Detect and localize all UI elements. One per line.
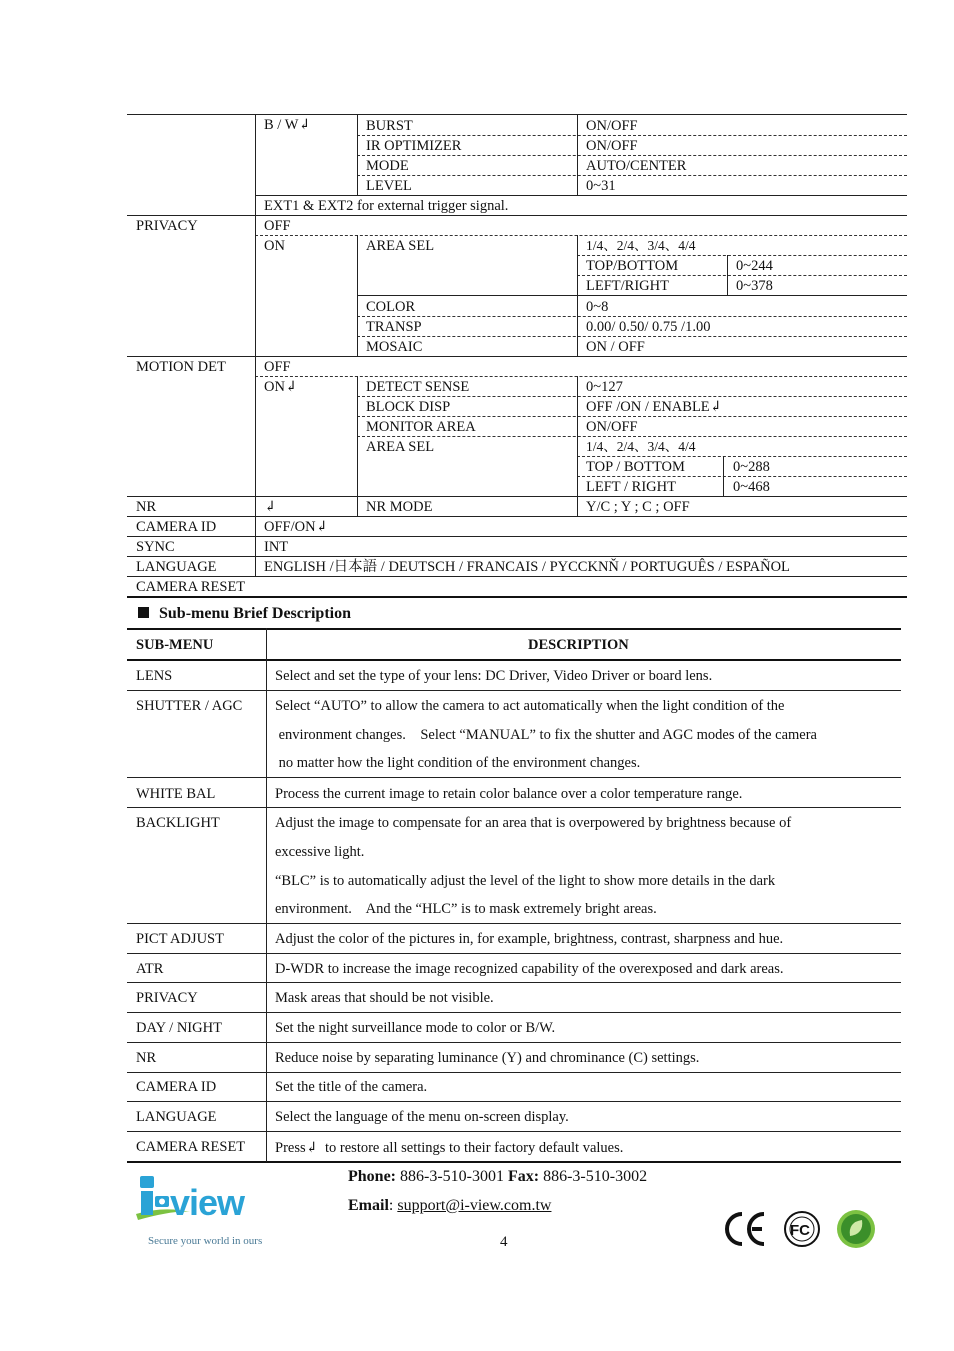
privacy-area-sel-label: AREA SEL — [366, 238, 435, 254]
sync-value: INT — [264, 539, 289, 555]
row-backlight-desc-1: Adjust the image to compensate for an area that is overpowered by brightness because of — [275, 815, 792, 831]
monitor-area-label: MONITOR AREA — [366, 419, 476, 435]
row-camera-id-desc: Set the title of the camera. — [275, 1079, 428, 1095]
row-camera-id-name: CAMERA ID — [136, 1079, 217, 1095]
row-backlight-name: BACKLIGHT — [136, 815, 220, 831]
row-pict-adjust-desc: Adjust the color of the pictures in, for example, brightness, contrast, sharpness and hue. — [275, 931, 784, 947]
level-label: LEVEL — [366, 178, 412, 194]
row-backlight-desc-3: “BLC” is to automatically adjust the level of the light to show more details in the dark — [275, 873, 776, 889]
row-camera-reset-desc: Press↲ to restore all settings to their factory default values. — [275, 1140, 624, 1156]
row-atr-desc: D-WDR to increase the image recognized capability of the overexposed and dark areas. — [275, 961, 784, 977]
ext-trigger-note: EXT1 & EXT2 for external trigger signal. — [264, 198, 509, 214]
privacy-color-value: 0~8 — [586, 299, 609, 315]
logo-wordmark: view — [170, 1182, 245, 1223]
sync-label: SYNC — [136, 539, 175, 555]
ce-mark-icon — [727, 1214, 764, 1244]
row-backlight-desc-2: excessive light. — [275, 844, 365, 860]
motion-top-bottom-label: TOP / BOTTOM — [586, 459, 685, 475]
motion-on: ON↲ — [264, 379, 298, 395]
row-privacy-desc: Mask areas that should be not visible. — [275, 990, 494, 1006]
nr-label: NR — [136, 499, 157, 515]
row-shutter-desc-3: no matter how the light condition of the environment changes. — [275, 755, 641, 771]
motion-left-right-value: 0~468 — [733, 479, 770, 495]
row-language-desc: Select the language of the menu on-screen display. — [275, 1109, 569, 1125]
row-language-name: LANGUAGE — [136, 1109, 217, 1125]
phone-line — [348, 1168, 647, 1186]
mode-value: AUTO/CENTER — [586, 158, 687, 174]
logo-tagline: Secure your world in ours — [148, 1235, 263, 1247]
privacy-color-label: COLOR — [366, 299, 416, 315]
camera-id-value: OFF/ON↲ — [264, 519, 328, 535]
row-lens-desc: Select and set the type of your lens: DC Driver, Video Driver or board lens. — [275, 668, 713, 684]
square-bullet-icon — [138, 607, 149, 618]
phone-number: 886-3-510-3001 — [400, 1168, 504, 1185]
row-day-night-name: DAY / NIGHT — [136, 1020, 222, 1036]
row-shutter-name: SHUTTER / AGC — [136, 698, 243, 714]
privacy-left-right-value: 0~378 — [736, 278, 773, 294]
detect-sense-value: 0~127 — [586, 379, 623, 395]
nr-enter-symbol: ↲ — [264, 499, 277, 515]
phone-label: Phone: — [348, 1168, 396, 1185]
row-privacy-name: PRIVACY — [136, 990, 198, 1006]
motion-off: OFF — [264, 359, 291, 375]
section-title: Sub-menu Brief Description — [159, 605, 351, 622]
motion-left-right-label: LEFT / RIGHT — [586, 479, 676, 495]
certification-marks — [724, 1208, 880, 1252]
motion-top-bottom-value: 0~288 — [733, 459, 770, 475]
col-header-submenu: SUB-MENU — [136, 637, 214, 653]
svg-text:FC: FC — [790, 1222, 810, 1239]
privacy-on: ON — [264, 238, 285, 254]
row-white-bal-name: WHITE BAL — [136, 786, 216, 802]
motion-det-label: MOTION DET — [136, 359, 226, 375]
privacy-area-sel-value: 1/4、2/4、3/4、4/4 — [586, 238, 696, 253]
privacy-label: PRIVACY — [136, 218, 198, 234]
nr-mode-label: NR MODE — [366, 499, 433, 515]
row-backlight-desc-4: environment. And the “HLC” is to mask extremely bright areas. — [275, 901, 657, 917]
monitor-area-value: ON/OFF — [586, 419, 638, 435]
row-day-night-desc: Set the night surveillance mode to color or B/W. — [275, 1020, 556, 1036]
language-label: LANGUAGE — [136, 559, 217, 575]
row-camera-reset-name: CAMERA RESET — [136, 1139, 246, 1155]
camera-id-label: CAMERA ID — [136, 519, 217, 535]
row-nr-name: NR — [136, 1050, 157, 1066]
ir-optimizer-value: ON/OFF — [586, 138, 638, 154]
mode-label: MODE — [366, 158, 409, 174]
camera-reset-label: CAMERA RESET — [136, 579, 246, 595]
motion-area-sel-value: 1/4、2/4、3/4、4/4 — [586, 439, 696, 454]
row-shutter-desc-2: environment changes. Select “MANUAL” to fix the shutter and AGC modes of the camera — [275, 727, 817, 743]
section-heading — [138, 605, 351, 623]
level-value: 0~31 — [586, 178, 616, 194]
motion-area-sel-label: AREA SEL — [366, 439, 435, 455]
privacy-left-right-label: LEFT/RIGHT — [586, 278, 669, 294]
privacy-off: OFF — [264, 218, 291, 234]
row-lens-name: LENS — [136, 668, 173, 684]
row-pict-adjust-name: PICT ADJUST — [136, 931, 224, 947]
email-line: Email: support@i-view.com.tw — [348, 1197, 552, 1214]
col-header-description: DESCRIPTION — [528, 637, 629, 653]
row-nr-desc: Reduce noise by separating luminance (Y) and chrominance (C) settings. — [275, 1050, 700, 1066]
privacy-top-bottom-label: TOP/BOTTOM — [586, 258, 679, 274]
block-disp-label: BLOCK DISP — [366, 399, 451, 415]
privacy-top-bottom-value: 0~244 — [736, 258, 773, 274]
privacy-transp-label: TRANSP — [366, 319, 422, 335]
privacy-mosaic-value: ON / OFF — [586, 339, 645, 355]
detect-sense-label: DETECT SENSE — [366, 379, 470, 395]
ir-optimizer-label: IR OPTIMIZER — [366, 138, 462, 154]
privacy-transp-value: 0.00/ 0.50/ 0.75 /1.00 — [586, 319, 711, 335]
burst-label: BURST — [366, 118, 413, 134]
row-atr-name: ATR — [136, 961, 164, 977]
row-shutter-desc-1: Select “AUTO” to allow the camera to act automatically when the light condition of the — [275, 698, 785, 714]
bw-label: B / W↲ — [264, 117, 311, 133]
page-number: 4 — [500, 1234, 508, 1250]
privacy-mosaic-label: MOSAIC — [366, 339, 423, 355]
language-value: ENGLISH /日本語 / DEUTSCH / FRANCAIS / PYCCKNŇ / PORTUGUÊS / ESPAÑOL — [264, 559, 790, 575]
burst-value: ON/OFF — [586, 118, 638, 134]
email-label: Email — [348, 1197, 389, 1214]
nr-mode-value: Y/C ; Y ; C ; OFF — [586, 499, 690, 515]
block-disp-value: OFF /ON / ENABLE↲ — [586, 399, 722, 415]
row-white-bal-desc: Process the current image to retain color balance over a color temperature range. — [275, 786, 743, 802]
fax-number: 886-3-510-3002 — [543, 1168, 648, 1185]
fax-label: Fax: — [507, 1168, 540, 1185]
email-link[interactable]: support@i-view.com.tw — [397, 1197, 552, 1214]
eco-mark-icon — [837, 1210, 875, 1248]
fcc-mark-icon — [785, 1212, 819, 1246]
